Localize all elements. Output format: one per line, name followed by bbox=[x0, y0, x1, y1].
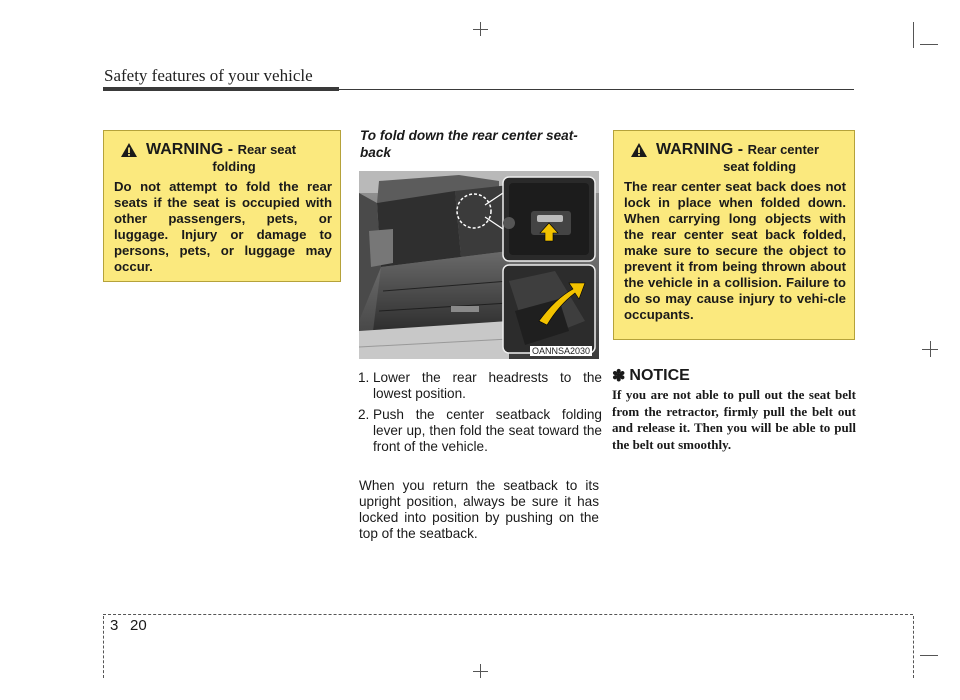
crop-mark-bottom-right-h bbox=[920, 655, 938, 656]
notice-star-icon: ✽ bbox=[612, 368, 626, 385]
warning-label: WARNING - bbox=[656, 141, 744, 158]
cargo-area-seat-fold-illustration bbox=[359, 171, 599, 359]
notice-body: If you are not able to pull out the seat belt from the retractor, firmly pull the belt out and release it. Then you will be able to pull the belt out smoothly. bbox=[612, 387, 856, 452]
return-seatback-paragraph: When you return the seatback to its upright position, always be sure it has locked into position by pushing on the top of the seatback. bbox=[359, 478, 599, 541]
warning-topic-line1: Rear center bbox=[747, 142, 820, 157]
warning-box-rear-center-seat-folding bbox=[613, 130, 855, 340]
section-title: Safety features of your vehicle bbox=[104, 66, 313, 85]
step-text: Lower the rear headrests to the lowest position. bbox=[373, 370, 602, 401]
notice-heading bbox=[612, 366, 690, 386]
warning-topic-line1: Rear seat bbox=[237, 142, 297, 157]
warning-header bbox=[114, 141, 332, 175]
chapter-number: 3 bbox=[110, 617, 119, 634]
warning-box-rear-seat-folding bbox=[103, 130, 341, 282]
footer-dashed-left bbox=[103, 616, 104, 678]
header-rule-thin bbox=[339, 89, 854, 90]
list-item bbox=[358, 370, 602, 402]
cargo-photo-graphic bbox=[359, 171, 599, 359]
step-number: 2. bbox=[358, 407, 370, 422]
fold-instructions-heading: To fold down the rear center seat-back bbox=[360, 128, 578, 160]
footer-dashed-right bbox=[913, 616, 914, 678]
warning-header bbox=[624, 141, 846, 175]
warning-body: The rear center seat back does not lock in place when folded down. When carrying long objects with the rear center seat back folded, make sure to secure the object to prevent it from being thrown about the vehicle in a collision. Failure to do so may cause injury to vehi-cle occupants. bbox=[624, 179, 846, 322]
warning-label: WARNING - bbox=[146, 141, 234, 158]
crop-mark-top-right-v bbox=[913, 22, 914, 48]
warning-triangle-icon bbox=[120, 142, 138, 158]
warning-topic-line2: seat folding bbox=[723, 159, 797, 174]
footer-dashed-rule bbox=[103, 614, 913, 615]
list-item bbox=[358, 407, 602, 455]
warning-topic-line2: folding bbox=[212, 159, 256, 174]
image-caption: OANNSA2030 bbox=[532, 346, 591, 356]
step-number: 1. bbox=[358, 370, 370, 385]
crop-mark-bottom-center-h bbox=[473, 671, 488, 672]
notice-title: NOTICE bbox=[629, 367, 690, 384]
page-number: 20 bbox=[130, 617, 147, 634]
fold-steps-list bbox=[358, 370, 602, 460]
step-text: Push the center seatback folding lever up, then fold the seat toward the front of the vehicle. bbox=[373, 407, 602, 454]
header-rule-thick bbox=[103, 87, 339, 91]
crop-mark-right-mid-h bbox=[922, 349, 938, 350]
warning-triangle-icon bbox=[630, 142, 648, 158]
warning-body: Do not attempt to fold the rear seats if the seat is occupied with other passengers, pets, or luggage. Injury or damage to persons, pets, or luggage may occur. bbox=[114, 179, 332, 274]
crop-mark-top-center-h bbox=[473, 29, 488, 30]
crop-mark-top-right-h bbox=[920, 44, 938, 45]
